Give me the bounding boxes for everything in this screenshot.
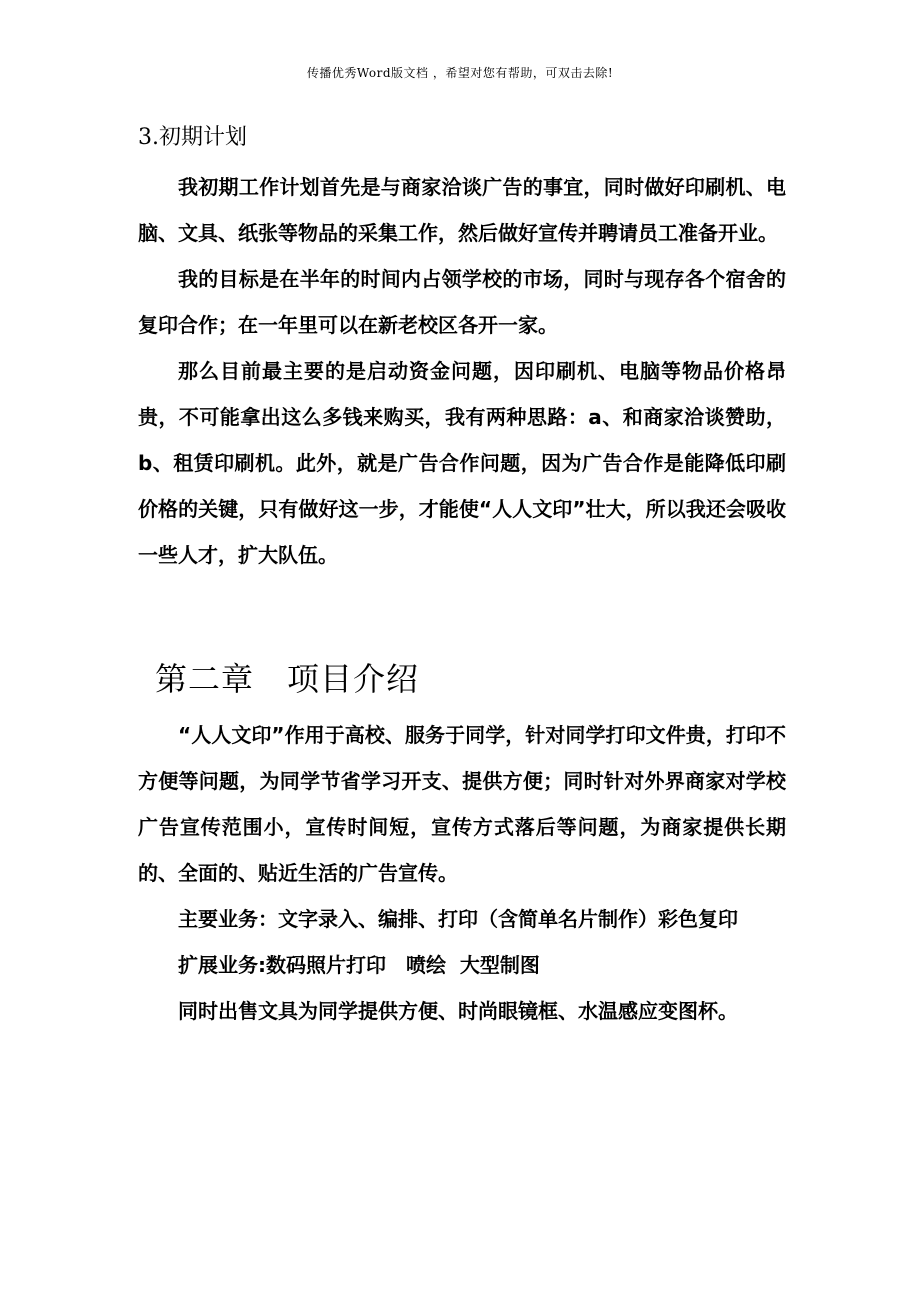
header-note: 传播优秀Word版文档 ，希望对您有帮助，可双击去除!	[306, 66, 614, 80]
chapter-heading: 第二章 项目介绍	[155, 660, 420, 698]
also-sell-line: 同时出售文具为同学提供方便、时尚眼镜框、水温感应变图杯。	[178, 999, 738, 1023]
section-heading: 3.初期计划	[138, 125, 247, 150]
paragraph-goal: 我的目标是在半年的时间内占领学校的市场，同时与现存各个宿舍的复印合作；在一年里可以在新老校区各开一家。	[138, 267, 786, 337]
chapter-body	[138, 712, 786, 1034]
paragraph-funding: 那么目前最主要的是启动资金问题，因印刷机、电脑等物品价格昂贵，不可能拿出这么多钱来购买，我有两种思路：a、和商家洽谈赞助，b、租赁印刷机。此外，就是广告合作问题，因为广告合作是能降低印刷价格的关键，只有做好这一步，才能使“人人文印”壮大，所以我还会吸收一些人才，扩大队伍。	[138, 359, 786, 567]
paragraph-project-intro: “人人文印”作用于高校、服务于同学，针对同学打印文件贵，打印不方便等问题，为同学节省学习开支、提供方便；同时针对外界商家对学校广告宣传范围小，宣传时间短，宣传方式落后等问题，为商家提供长期的、全面的、贴近生活的广告宣传。	[138, 723, 786, 885]
section-body	[138, 164, 786, 578]
main-business-line: 主要业务：文字录入、编排、打印（含简单名片制作）彩色复印	[178, 907, 738, 931]
paragraph-initial-plan: 我初期工作计划首先是与商家洽谈广告的事宜，同时做好印刷机、电脑、文具、纸张等物品的采集工作，然后做好宣传并聘请员工准备开业。	[138, 175, 786, 245]
extended-business-line: 扩展业务:数码照片打印 喷绘 大型制图	[178, 953, 540, 977]
